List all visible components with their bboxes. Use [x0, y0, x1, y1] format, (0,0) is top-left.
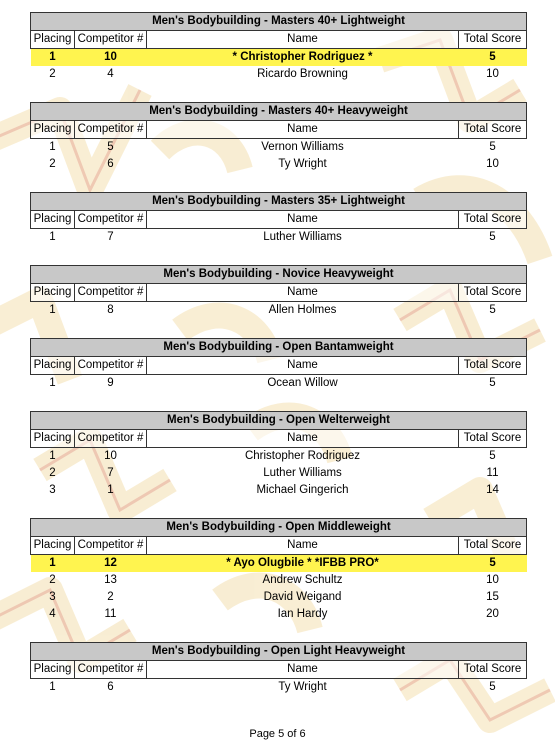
column-header-placing: Placing	[31, 211, 75, 229]
column-header-placing: Placing	[31, 661, 75, 679]
cell-name: Christopher Rodriguez	[244, 450, 361, 462]
column-header-score: Total Score	[459, 284, 527, 302]
column-header-row	[31, 284, 527, 302]
results-table	[30, 265, 527, 319]
table-row	[31, 302, 527, 320]
cell-name: Luther Williams	[263, 231, 342, 243]
column-header-name: Name	[147, 284, 459, 302]
cell-score: 11	[486, 467, 499, 479]
cell-score: 5	[489, 377, 496, 389]
cell-placing: 1	[49, 681, 56, 693]
cell-name: * Ayo Olugbile * *IFBB PRO*	[147, 555, 459, 573]
results-table	[30, 192, 527, 246]
page-footer: Page 5 of 6	[249, 728, 306, 740]
column-header-row	[31, 430, 527, 448]
cell-score: 10	[486, 68, 499, 80]
cell-name: Vernon Williams	[261, 141, 344, 153]
column-header-score: Total Score	[459, 537, 527, 555]
column-header-competitor: Competitor #	[75, 121, 147, 139]
cell-competitor: 7	[107, 231, 114, 243]
cell-competitor: 11	[104, 608, 117, 620]
column-header-competitor: Competitor #	[75, 31, 147, 49]
cell-name: Andrew Schultz	[262, 574, 343, 586]
cell-placing: 2	[49, 467, 56, 479]
cell-score: 15	[486, 591, 499, 603]
cell-name: Luther Williams	[263, 467, 342, 479]
cell-name: Michael Gingerich	[256, 484, 349, 496]
table-row	[31, 66, 527, 83]
column-header-name: Name	[147, 430, 459, 448]
results-table	[30, 411, 527, 499]
section-title: Men's Bodybuilding - Masters 40+ Heavyweight	[31, 103, 527, 121]
column-header-row	[31, 661, 527, 679]
column-header-name: Name	[147, 357, 459, 375]
cell-name: Ocean Willow	[267, 377, 338, 389]
cell-competitor: 2	[107, 591, 114, 603]
cell-name: Ian Hardy	[277, 608, 328, 620]
table-row	[31, 465, 527, 482]
cell-competitor: 4	[107, 68, 114, 80]
column-header-competitor: Competitor #	[75, 537, 147, 555]
cell-score: 5	[459, 49, 527, 67]
column-header-name: Name	[147, 31, 459, 49]
cell-name: Ty Wright	[278, 158, 327, 170]
section-title: Men's Bodybuilding - Open Welterweight	[31, 412, 527, 430]
column-header-competitor: Competitor #	[75, 284, 147, 302]
table-row	[31, 679, 527, 697]
cell-placing: 1	[31, 555, 75, 573]
section-title: Men's Bodybuilding - Novice Heavyweight	[31, 266, 527, 284]
cell-competitor: 5	[107, 141, 114, 153]
section-title: Men's Bodybuilding - Masters 40+ Lightweight	[31, 13, 527, 31]
column-header-name: Name	[147, 661, 459, 679]
table-row	[31, 156, 527, 173]
column-header-placing: Placing	[31, 31, 75, 49]
column-header-placing: Placing	[31, 121, 75, 139]
results-table	[30, 642, 527, 696]
table-row	[31, 572, 527, 589]
cell-score: 10	[486, 574, 499, 586]
column-header-score: Total Score	[459, 661, 527, 679]
results-table	[30, 12, 527, 83]
column-header-score: Total Score	[459, 211, 527, 229]
cell-competitor: 7	[107, 467, 114, 479]
cell-competitor: 10	[104, 450, 117, 462]
column-header-score: Total Score	[459, 31, 527, 49]
cell-score: 10	[486, 158, 499, 170]
cell-placing: 2	[49, 68, 56, 80]
cell-score: 5	[489, 304, 496, 316]
cell-name: Allen Holmes	[268, 304, 337, 316]
cell-competitor: 6	[107, 681, 114, 693]
cell-placing: 1	[49, 450, 56, 462]
cell-score: 5	[489, 141, 496, 153]
table-row	[31, 49, 527, 67]
cell-placing: 2	[49, 574, 56, 586]
cell-placing: 1	[49, 377, 56, 389]
cell-competitor: 6	[107, 158, 114, 170]
cell-competitor: 1	[107, 484, 114, 496]
table-row	[31, 448, 527, 466]
column-header-score: Total Score	[459, 430, 527, 448]
cell-placing: 2	[49, 158, 56, 170]
column-header-competitor: Competitor #	[75, 661, 147, 679]
column-header-row	[31, 31, 527, 49]
table-row	[31, 589, 527, 606]
section-title: Men's Bodybuilding - Masters 35+ Lightweight	[31, 193, 527, 211]
column-header-row	[31, 537, 527, 555]
cell-score: 14	[486, 484, 499, 496]
column-header-name: Name	[147, 537, 459, 555]
cell-placing: 3	[49, 484, 56, 496]
cell-score: 5	[489, 681, 496, 693]
column-header-score: Total Score	[459, 357, 527, 375]
column-header-placing: Placing	[31, 284, 75, 302]
table-row	[31, 375, 527, 393]
column-header-placing: Placing	[31, 537, 75, 555]
cell-score: 5	[489, 450, 496, 462]
cell-competitor: 10	[75, 49, 147, 67]
table-row	[31, 229, 527, 247]
column-header-row	[31, 357, 527, 375]
table-row	[31, 555, 527, 573]
column-header-score: Total Score	[459, 121, 527, 139]
cell-placing: 1	[49, 304, 56, 316]
column-header-competitor: Competitor #	[75, 430, 147, 448]
table-row	[31, 482, 527, 499]
cell-name: David Weigand	[263, 591, 342, 603]
column-header-placing: Placing	[31, 357, 75, 375]
section-title: Men's Bodybuilding - Open Bantamweight	[31, 339, 527, 357]
section-title: Men's Bodybuilding - Open Light Heavyweight	[31, 643, 527, 661]
column-header-name: Name	[147, 211, 459, 229]
column-header-row	[31, 121, 527, 139]
cell-score: 5	[489, 231, 496, 243]
cell-competitor: 13	[104, 574, 117, 586]
results-table	[30, 518, 527, 623]
cell-score: 20	[486, 608, 499, 620]
cell-score: 5	[459, 555, 527, 573]
cell-name: Ty Wright	[278, 681, 327, 693]
column-header-name: Name	[147, 121, 459, 139]
cell-competitor: 9	[107, 377, 114, 389]
section-title: Men's Bodybuilding - Open Middleweight	[31, 519, 527, 537]
cell-name: * Christopher Rodriguez *	[147, 49, 459, 67]
results-table	[30, 338, 527, 392]
cell-placing: 4	[49, 608, 56, 620]
column-header-competitor: Competitor #	[75, 211, 147, 229]
cell-competitor: 12	[75, 555, 147, 573]
cell-placing: 1	[49, 141, 56, 153]
column-header-placing: Placing	[31, 430, 75, 448]
cell-placing: 1	[49, 231, 56, 243]
table-row	[31, 139, 527, 157]
cell-name: Ricardo Browning	[257, 68, 348, 80]
cell-placing: 1	[31, 49, 75, 67]
cell-placing: 3	[49, 591, 56, 603]
column-header-competitor: Competitor #	[75, 357, 147, 375]
table-row	[31, 606, 527, 623]
column-header-row	[31, 211, 527, 229]
cell-competitor: 8	[107, 304, 114, 316]
results-table	[30, 102, 527, 173]
